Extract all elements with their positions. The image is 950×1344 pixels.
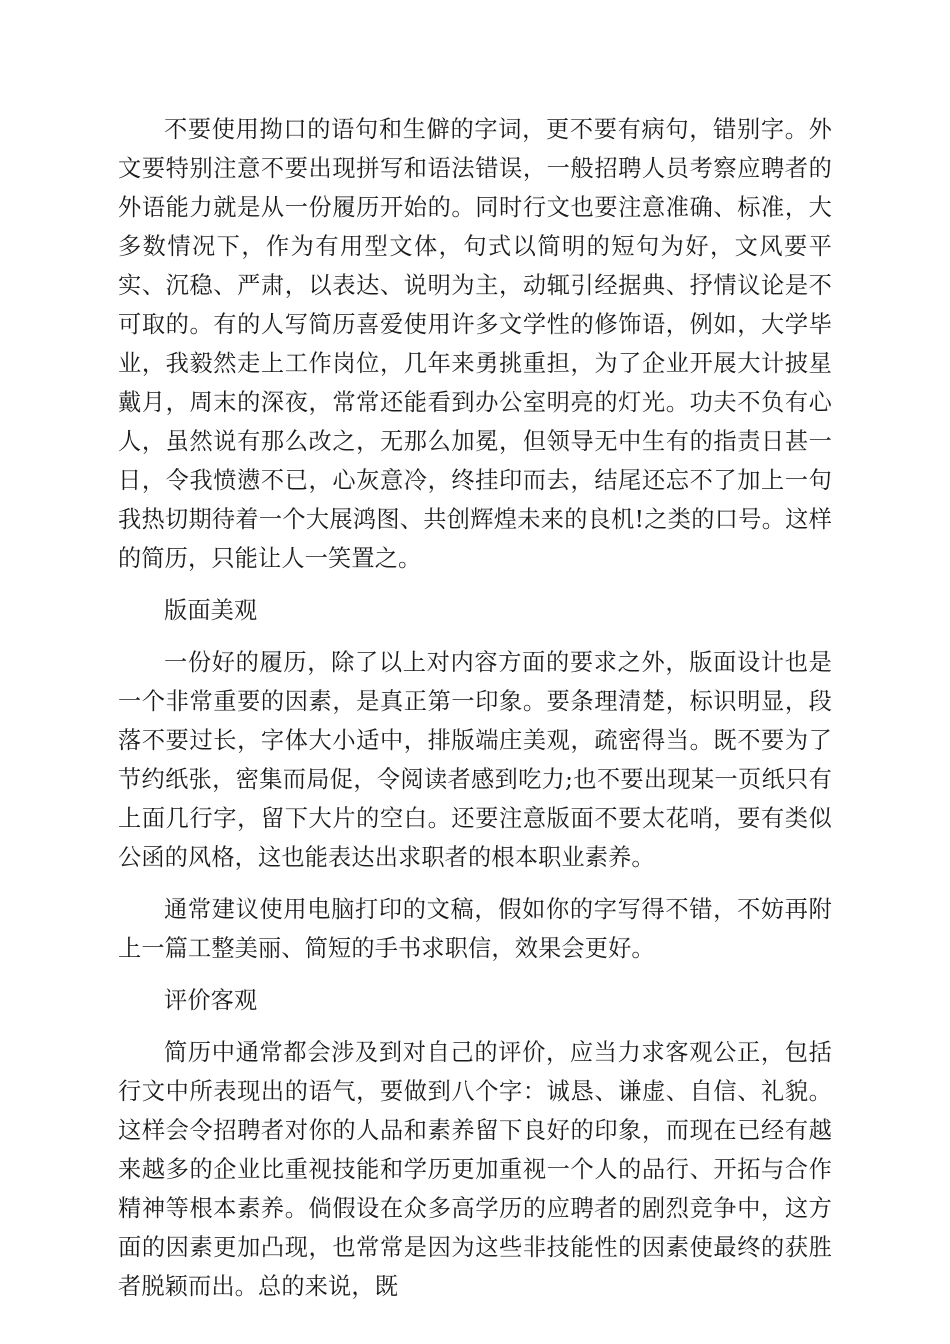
section-heading-layout: 版面美观	[164, 597, 258, 624]
section-heading-objective-evaluation: 评价客观	[164, 987, 258, 1014]
paragraph-printing-advice: 通常建议使用电脑打印的文稿，假如你的字写得不错，不妨再附上一篇工整美丽、简短的手书求职信，效果会更好。	[118, 896, 832, 962]
paragraph-objective-evaluation: 简历中通常都会涉及到对自己的评价，应当力求客观公正，包括行文中所表现出的语气，要做到八个字：诚恳、谦虚、自信、礼貌。这样会令招聘者对你的人品和素养留下良好的印象，而现在已经有越来越多的企业比重视技能和学历更加重视一个人的品行、开拓与合作精神等根本素养。倘假设在众多高学历的应聘者的剧烈竞争中，这方面的因素更加凸现，也常常是因为这些非技能性的因素使最终的获胜者脱颖而出。总的来说，既	[118, 1039, 832, 1300]
paragraph-layout: 一份好的履历，除了以上对内容方面的要求之外，版面设计也是一个非常重要的因素，是真正第一印象。要条理清楚，标识明显，段落不要过长，字体大小适中，排版端庄美观，疏密得当。既不要为了节约纸张，密集而局促，令阅读者感到吃力;也不要出现某一页纸只有上面几行字，留下大片的空白。还要注意版面不要太花哨，要有类似公函的风格，这也能表达出求职者的根本职业素养。	[118, 649, 832, 871]
document-page	[118, 110, 832, 1306]
paragraph-writing-style: 不要使用拗口的语句和生僻的字词，更不要有病句，错别字。外文要特别注意不要出现拼写和语法错误，一般招聘人员考察应聘者的外语能力就是从一份履历开始的。同时行文也要注意准确、标准，大多数情况下，作为有用型文体，句式以简明的短句为好，文风要平实、沉稳、严肃，以表达、说明为主，动辄引经据典、抒情议论是不可取的。有的人写简历喜爱使用许多文学性的修饰语，例如，大学毕业，我毅然走上工作岗位，几年来勇挑重担，为了企业开展大计披星戴月，周末的深夜，常常还能看到办公室明亮的灯光。功夫不负有心人，虽然说有那么改之，无那么加冕，但领导无中生有的指责日甚一日，令我愤懑不已，心灰意冷，终挂印而去，结尾还忘不了加上一句我热切期待着一个大展鸿图、共创辉煌未来的良机!之类的口号。这样的简历，只能让人一笑置之。	[118, 116, 832, 572]
